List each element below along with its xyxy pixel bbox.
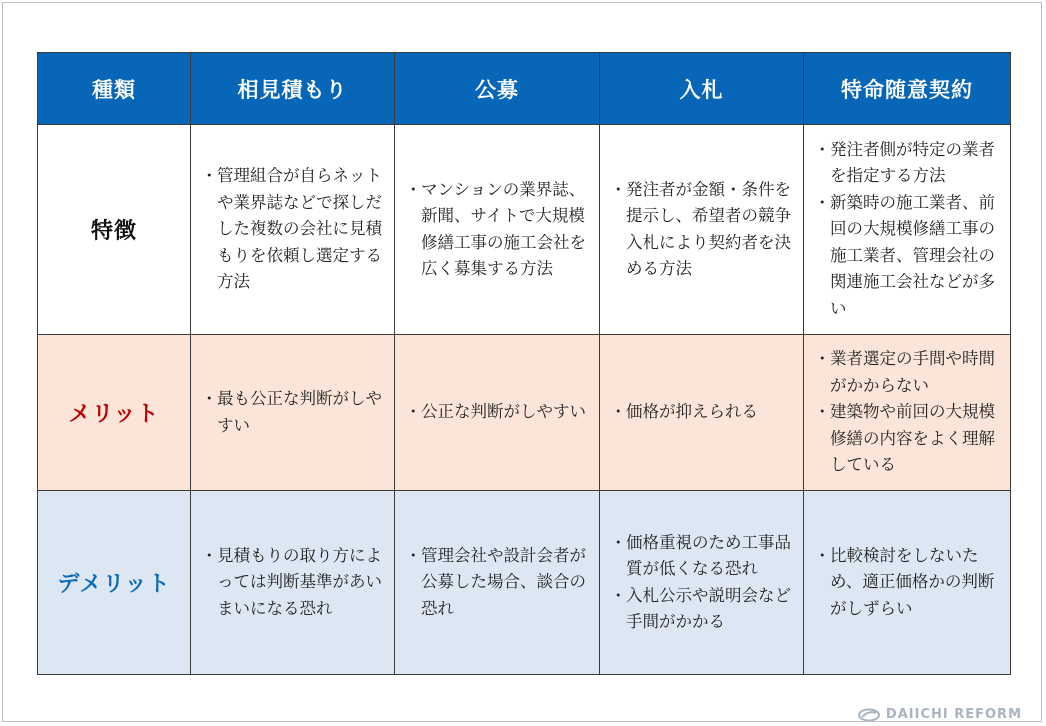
table-cell — [804, 335, 1011, 491]
bullet-mark: ・ — [814, 545, 831, 565]
bullet-mark: ・ — [610, 179, 627, 199]
bullet-mark: ・ — [610, 402, 627, 422]
table-cell — [395, 125, 600, 335]
bullet-item — [814, 190, 1002, 323]
header-aimitsumori: 相見積もり — [191, 53, 395, 125]
header-row — [38, 53, 1011, 125]
bullet-text: 公正な判断がしやすい — [421, 402, 586, 422]
bullet-mark: ・ — [814, 402, 831, 422]
bullet-mark: ・ — [610, 532, 627, 552]
bullet-text: 見積もりの取り方によっては判断基準があいまいになる恐れ — [217, 545, 382, 618]
bullet-text: 価格重視のため工事品質が低くなる恐れ — [626, 532, 791, 578]
bullet-item — [814, 399, 1002, 479]
bullet-item — [814, 543, 1002, 623]
bullet-mark: ・ — [405, 402, 422, 422]
bullet-text: 業者選定の手間や時間がかからない — [830, 349, 995, 395]
logo-text: DAIICHI REFORM — [885, 707, 1022, 722]
bullet-item — [201, 163, 386, 296]
table-cell — [191, 335, 395, 491]
bullet-text: 比較検討をしないため、適正価格かの判断がしずらい — [830, 545, 995, 618]
bullet-item — [814, 137, 1002, 190]
bullet-mark: ・ — [405, 179, 422, 199]
header-tokumei: 特命随意契約 — [804, 53, 1011, 125]
bullet-text: 管理組合が自らネットや業界誌などで探しだした複数の会社に見積もりを依頼し選定する方法 — [217, 166, 382, 292]
bullet-text: 管理会社や設計会者が公募した場合、談合の恐れ — [421, 545, 586, 618]
table-cell — [600, 125, 804, 335]
bullet-item — [201, 386, 386, 439]
bullet-item — [610, 583, 795, 636]
bullet-item — [201, 543, 386, 623]
bullet-item — [610, 399, 795, 426]
table-cell — [395, 491, 600, 675]
bullet-item — [814, 346, 1002, 399]
bullet-item — [610, 530, 795, 583]
row-merit — [38, 335, 1011, 491]
row-feature — [38, 125, 1011, 335]
bullet-text: 建築物や前回の大規模修繕の内容をよく理解している — [830, 402, 995, 475]
bullet-text: 価格が抑えられる — [626, 402, 758, 422]
bullet-text: 最も公正な判断がしやすい — [217, 389, 382, 435]
bullet-item — [405, 399, 591, 426]
table-cell — [191, 491, 395, 675]
bullet-text: 発注者が金額・条件を提示し、希望者の競争入札により契約者を決める方法 — [626, 179, 791, 278]
comparison-table — [37, 52, 1011, 675]
bullet-text: 新築時の施工業者、前回の大規模修繕工事の施工業者、管理会社の関連施工会社などが多い — [830, 192, 995, 318]
bullet-mark: ・ — [201, 389, 218, 408]
bullet-mark: ・ — [814, 192, 831, 212]
bullet-item — [610, 177, 795, 283]
row-label-demerit: デメリット — [38, 491, 191, 675]
bullet-mark: ・ — [814, 349, 831, 369]
bullet-text: 入札公示や説明会など手間がかかる — [626, 585, 791, 631]
bullet-mark: ・ — [610, 585, 627, 605]
row-demerit — [38, 491, 1011, 675]
bullet-item — [405, 543, 591, 623]
row-label-merit: メリット — [38, 335, 191, 491]
brand-logo — [858, 707, 1022, 722]
bullet-mark: ・ — [405, 545, 422, 565]
bullet-text: 発注者側が特定の業者を指定する方法 — [830, 139, 995, 186]
table-cell — [191, 125, 395, 335]
header-kobo: 公募 — [395, 53, 600, 125]
bullet-mark: ・ — [814, 139, 831, 159]
header-type: 種類 — [38, 53, 191, 125]
table-cell — [395, 335, 600, 491]
bullet-item — [405, 177, 591, 283]
table-cell — [804, 491, 1011, 675]
table-cell — [600, 335, 804, 491]
table-cell — [804, 125, 1011, 335]
bullet-mark: ・ — [201, 166, 218, 186]
bullet-text: マンションの業界誌、新聞、サイトで大規模修繕工事の施工会社を広く募集する方法 — [421, 179, 586, 278]
header-nyusatsu: 入札 — [600, 53, 804, 125]
row-label-feature: 特徴 — [38, 125, 191, 335]
daiichi-logo-icon — [858, 708, 880, 722]
bullet-mark: ・ — [201, 545, 218, 565]
table-cell — [600, 491, 804, 675]
